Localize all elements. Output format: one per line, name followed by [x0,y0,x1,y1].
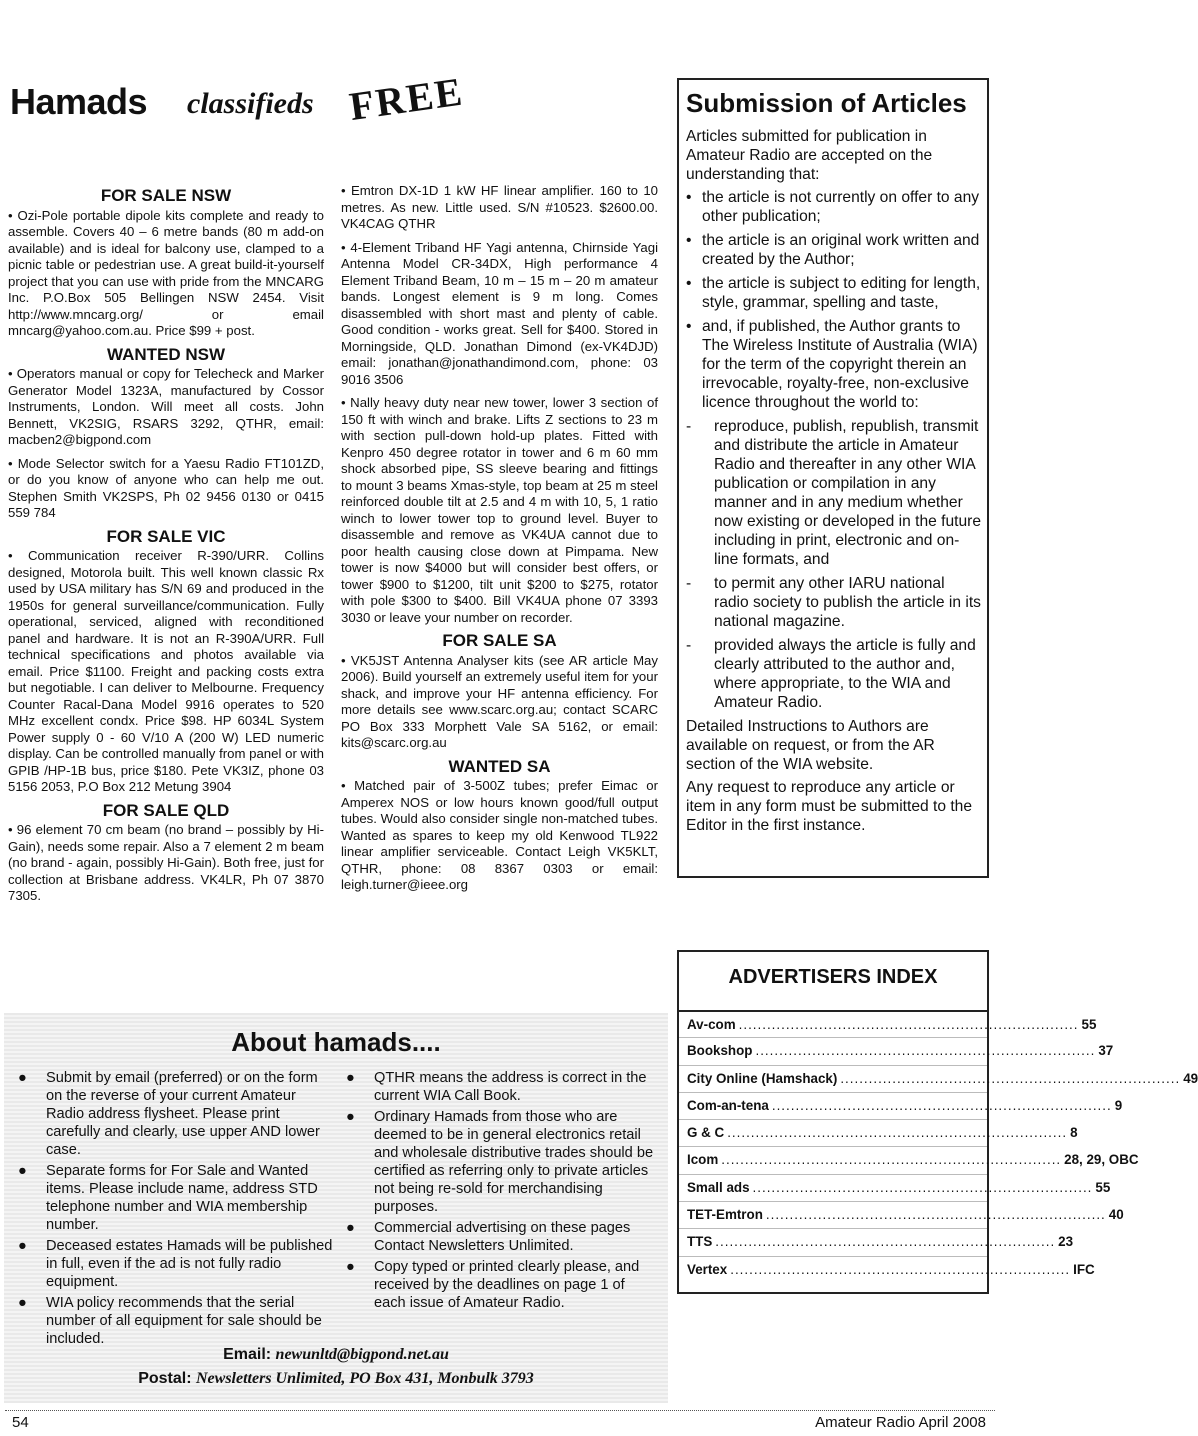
advertiser-row: TTS ........................................................................ 23 [679,1228,987,1255]
advertiser-name: Bookshop [687,1043,753,1059]
section-heading: WANTED NSW [106,344,226,364]
advertiser-page: 8 [1070,1125,1078,1141]
postal-label: Postal: [138,1370,192,1387]
condition-item [686,231,981,269]
email-label: Email: [223,1346,272,1363]
about-left-list [12,1069,334,1351]
about-item-text: Copy typed or printed clearly please, and received by the deadlines on page 1 of each issue of Amateur Radio. [374,1259,640,1311]
advertiser-name: Av-com [687,1017,736,1032]
classified-ad: • 4-Element Triband HF Yagi antenna, Chirnside Yagi Antenna Model CR-34DX, High performance 4 Element Triband Beam, 10 m – 15 m – 20 m amateur bands. Longest element is 9 m long. Comes disassembled with short mast and plenty of cable. Good condition - works great. Sell for $400. Stored in Morningside, QLD. Jonathan Dimond (ex-VK4DJD) email: jonathan@jonathandimond.com, phone: 03 9016 3506 [341,239,658,387]
dash-mark: - [686,575,692,592]
advertiser-row: Vertex ........................................................................ IFC [679,1256,987,1283]
advertiser-page: 37 [1098,1043,1114,1059]
licence-item [686,417,981,569]
advertiser-name: Vertex [687,1261,728,1277]
condition-text: the article is an original work written and created by the Author; [702,232,980,268]
left-ads-column [8,188,324,912]
advertiser-name: Com-an-tena [687,1097,769,1113]
section-heading: FOR SALE QLD [102,800,230,820]
advertiser-row: G & C ........................................................................ 8 [679,1119,987,1146]
about-item: ● WIA policy recommends that the serial number of all equipment for sale should be included. [18,1295,322,1347]
advertiser-row: Av-com ........................................................................ 55 [679,1010,987,1037]
about-item-text: WIA policy recommends that the serial number of all equipment for sale should be included. [46,1295,322,1347]
about-item: ● QTHR means the address is correct in the current WIA Call Book. [346,1070,647,1104]
about-item-text: Ordinary Hamads from those who are deemed to be in general electronics retail and wholesale distributive trades should be certified as referring only to private articles not being re-sold for merchandising purposes. [374,1109,654,1215]
about-item-text: Commercial advertising on these pages Contact Newsletters Unlimited. [374,1220,631,1254]
advertiser-row: TET-Emtron ........................................................................ 40 [679,1201,987,1228]
dash-mark: - [686,418,692,435]
classified-ad: • Operators manual or copy for Telecheck and Marker Generator Model 1323A, manufactured by Cossor Instruments, London. Will meet all costs. John Bennett, VK2SIG, RSARS 3292, QTHR, email: macben2@bigpond.com [8,366,324,447]
advertiser-name: City Online (Hamshack) [687,1070,838,1086]
advertiser-name: Icom [687,1152,719,1168]
advertisers-title: ADVERTISERS INDEX [728,966,938,988]
about-title: About hamads.... [231,1027,441,1057]
advertiser-row: Icom ........................................................................ 28, 29, OBC [679,1146,987,1173]
condition-item [686,188,981,226]
about-item-text: Separate forms for For Sale and Wanted items. Please include name, address STD telephone number and WIA membership number. [46,1163,318,1233]
advertiser-name: G & C [687,1125,725,1141]
advertiser-name: TTS [687,1234,713,1250]
about-item-text: Submit by email (preferred) or on the form on the reverse of your current Amateur Radio address flysheet. Please print carefully and clearly, use upper AND lower case. [46,1070,320,1158]
section-heading: FOR SALE VIC [106,526,226,546]
licence-text: provided always the article is fully and clearly attributed to the author and, where appropriate, to the WIA and Amateur Radio. [714,637,976,711]
bullet-mark: • [686,189,692,206]
page-number: 54 [12,1414,29,1431]
classified-ad: • Mode Selector switch for a Yaesu Radio FT101ZD, or do you know of anyone who can help me out. Stephen Smith VK2SPS, Ph 02 9456 0130 or 0415 559 784 [8,455,324,520]
advertiser-row: Small ads ........................................................................ 55 [679,1174,987,1201]
advertiser-row: Com-an-tena ........................................................................ 9 [679,1092,987,1119]
about-item-text: Deceased estates Hamads will be published in full, even if the ad is not fully radio equipment. [46,1238,333,1290]
postal-address: Newsletters Unlimited, PO Box 431, Monbulk 3793 [196,1370,534,1387]
classified-ad: • VK5JST Antenna Analyser kits (see AR article May 2006). Build yourself an extremely useful item for your shack, and improve your HF antenna efficiency. For more details see www.scarc.org.au; contact SCARC PO Box 333 Morphett Vale SA 5162, or email: kits@scarc.org.au [341,652,658,750]
bullet-mark: • [686,232,692,249]
condition-item [686,317,981,412]
condition-text: and, if published, the Author grants to The Wireless Institute of Australia (WIA) for the term of the copyright therein an irrevocable, royalty-free, non-exclusive licence throughout the world to: [702,318,978,411]
advertiser-page: 55 [1095,1179,1111,1195]
submission-title: Submission of Articles [686,88,967,118]
advertiser-page: 40 [1108,1207,1124,1223]
classified-ad: • Matched pair of 3-500Z tubes; prefer Eimac or Amperex NOS or low hours known good/full output tubes. Would also consider single non-matched tubes. Wanted as spares to keep my old Kenwood TL922 linear amplifier serviceable. Contact Leigh VK5KLT, QTHR, phone: 08 8367 0303 or email: leigh.turner@ieee.org [341,778,658,892]
hamads-masthead [10,68,480,145]
issue-line: Amateur Radio April 2008 [815,1414,986,1431]
advertiser-page: IFC [1073,1261,1095,1277]
middle-ads-column [341,183,658,901]
classified-ad: • Ozi-Pole portable dipole kits complete and ready to assemble. Covers 40 – 6 metre bands (80 m add-on available) and is ideal for balcony use, clamped to a picnic table or pedestrian use. A great build-it-yourself project that you can use with pride from the MNCARG Inc. P.O.Box 505 Bellingen NSW 2454. Visit http://www.mncarg.org/ or email mncarg@yahoo.com.au. Price $99 + post. [8,207,324,338]
submission-of-articles-box [677,78,989,878]
classified-ad: • 96 element 70 cm beam (no brand – possibly by Hi-Gain), needs some repair. Also a 7 element 2 m beam (no brand - again, possibly Hi-Gain). Both free, just for collection at Brisbane address. VK4LR, Ph 07 3870 7305. [8,822,324,903]
licence-text: to permit any other IARU national radio society to publish the article in its national magazine. [714,575,981,630]
about-hamads-box [4,1013,668,1403]
bullet-mark: • [686,318,692,335]
about-item: ● Submit by email (preferred) or on the form on the reverse of your current Amateur Radio address flysheet. Please print carefully and clearly, use upper AND lower case. [18,1070,320,1158]
advertiser-page: 23 [1058,1234,1074,1250]
classified-ad: • Communication receiver R-390/URR. Collins designed, Motorola built. This well known classic Rx used by USA military has S/N 69 and produced in the 1950s for general surveillance/communication. Fully operational, serviced, aligned with reconditioned panel and hardware. It is not an R-390A/URR. Full technical specifications and photos available via email. Price $1100. Freight and packing costs extra but negotiable. I can deliver to Melbourne. Frequency Counter Racal-Dana Model 9916 operates to 520 MHz excellent condx. Price $98. HP 6034L System Power supply 0 - 60 V/10 A (200 W) LED numeric display. Can be controlled manually from panel or with GPIB /HP-1B bus, price $180. Pete VK3IZ, phone 03 5156 2053, P.O Box 212 Metung 3904 [8,548,324,794]
advertiser-row: City Online (Hamshack) ........................................................................ 49 [679,1065,987,1092]
email-address: newunltd@bigpond.net.au [275,1346,449,1363]
advertiser-page: 9 [1114,1097,1123,1113]
licence-item [686,574,981,631]
about-item: ● Ordinary Hamads from those who are deemed to be in general electronics retail and wholesale distributive trades should be certified as referring only to private articles not being re-sold for merchandising purposes. [346,1109,654,1215]
about-item: ● Separate forms for For Sale and Wanted items. Please include name, address STD telephone number and WIA membership number. [18,1163,318,1233]
condition-text: the article is not currently on offer to any other publication; [702,189,980,225]
dash-mark: - [686,637,692,654]
about-columns [4,1069,668,1347]
about-item: ● Copy typed or printed clearly please, and received by the deadlines on page 1 of each issue of Amateur Radio. [346,1259,640,1311]
advertiser-name: Small ads [687,1179,750,1195]
classified-ad: • Nally heavy duty near new tower, lower 3 section of 150 ft with winch and brake. Lifts Z sections to 23 m with section pull-down hold-up plates. Fitted with Kenpro 450 degree rotator in tower and 6 m 60 mm shock absorbed pipe, SS sleeve bearing and fittings to mount 3 beams Xmas-style, top beam at 25 m steel reinforced double tilt at 2.5 and 4 m with 10, 5, 1 ratio winch to lower tower top to ground level. Buyer to disassemble and remove as VK4UA cannot due to poor health causing close down at Pimpama. New tower is now $4000 but will consider best offers, or tower $900 to $1200, tilt unit $200 to $275, rotator with pole $300 to $400. Bill VK4UA phone 07 3393 3030 or leave your number on recorder. [341,395,658,625]
about-right-list [340,1069,660,1315]
advertisers-index [677,950,1198,1294]
advertiser-name: TET-Emtron [687,1207,763,1223]
licence-text: reproduce, publish, republish, transmit and distribute the article in Amateur Radio and thereafter in any other WIA publication or compilation in any manner and in any medium whether now existing or developed in the future including in print, electronic and on-line formats, and [714,418,981,568]
footer-rule [5,1410,995,1411]
classified-ad: • Emtron DX-1D 1 kW HF linear amplifier. 160 to 10 metres. As new. Little used. S/N #10523. $2600.00. VK4CAG QTHR [341,183,658,231]
about-item: ● Deceased estates Hamads will be published in full, even if the ad is not fully radio equipment. [18,1238,333,1290]
licence-item [686,636,981,712]
bullet-mark: • [686,275,692,292]
advertiser-row: Bookshop ........................................................................ 37 [679,1037,987,1064]
section-heading: FOR SALE NSW [100,186,232,205]
masthead-classifieds: classifieds [187,87,314,120]
advertiser-page: 49 [1183,1070,1198,1086]
masthead-free: FREE [346,68,467,130]
masthead-hamads: Hamads [10,81,148,122]
submission-intro: Articles submitted for publication in Amateur Radio are accepted on the understanding that: [686,128,933,183]
condition-item [686,274,981,312]
condition-text: the article is subject to editing for length, style, grammar, spelling and taste, [702,275,981,311]
about-item: ● Commercial advertising on these pages Contact Newsletters Unlimited. [346,1220,631,1254]
about-item-text: QTHR means the address is correct in the current WIA Call Book. [374,1070,647,1104]
advertiser-page: 55 [1081,1017,1097,1032]
section-heading: WANTED SA [448,756,551,776]
submission-reproduce-note: Any request to reproduce any article or item in any form must be submitted to the Editor in the first instance. [686,779,973,834]
submission-instructions: Detailed Instructions to Authors are available on request, or from the AR section of the WIA website. [686,718,935,773]
section-heading: FOR SALE SA [442,631,557,650]
submission-conditions [686,188,981,712]
postal-line [4,1367,668,1391]
advertiser-page: 28, 29, OBC [1064,1152,1139,1168]
